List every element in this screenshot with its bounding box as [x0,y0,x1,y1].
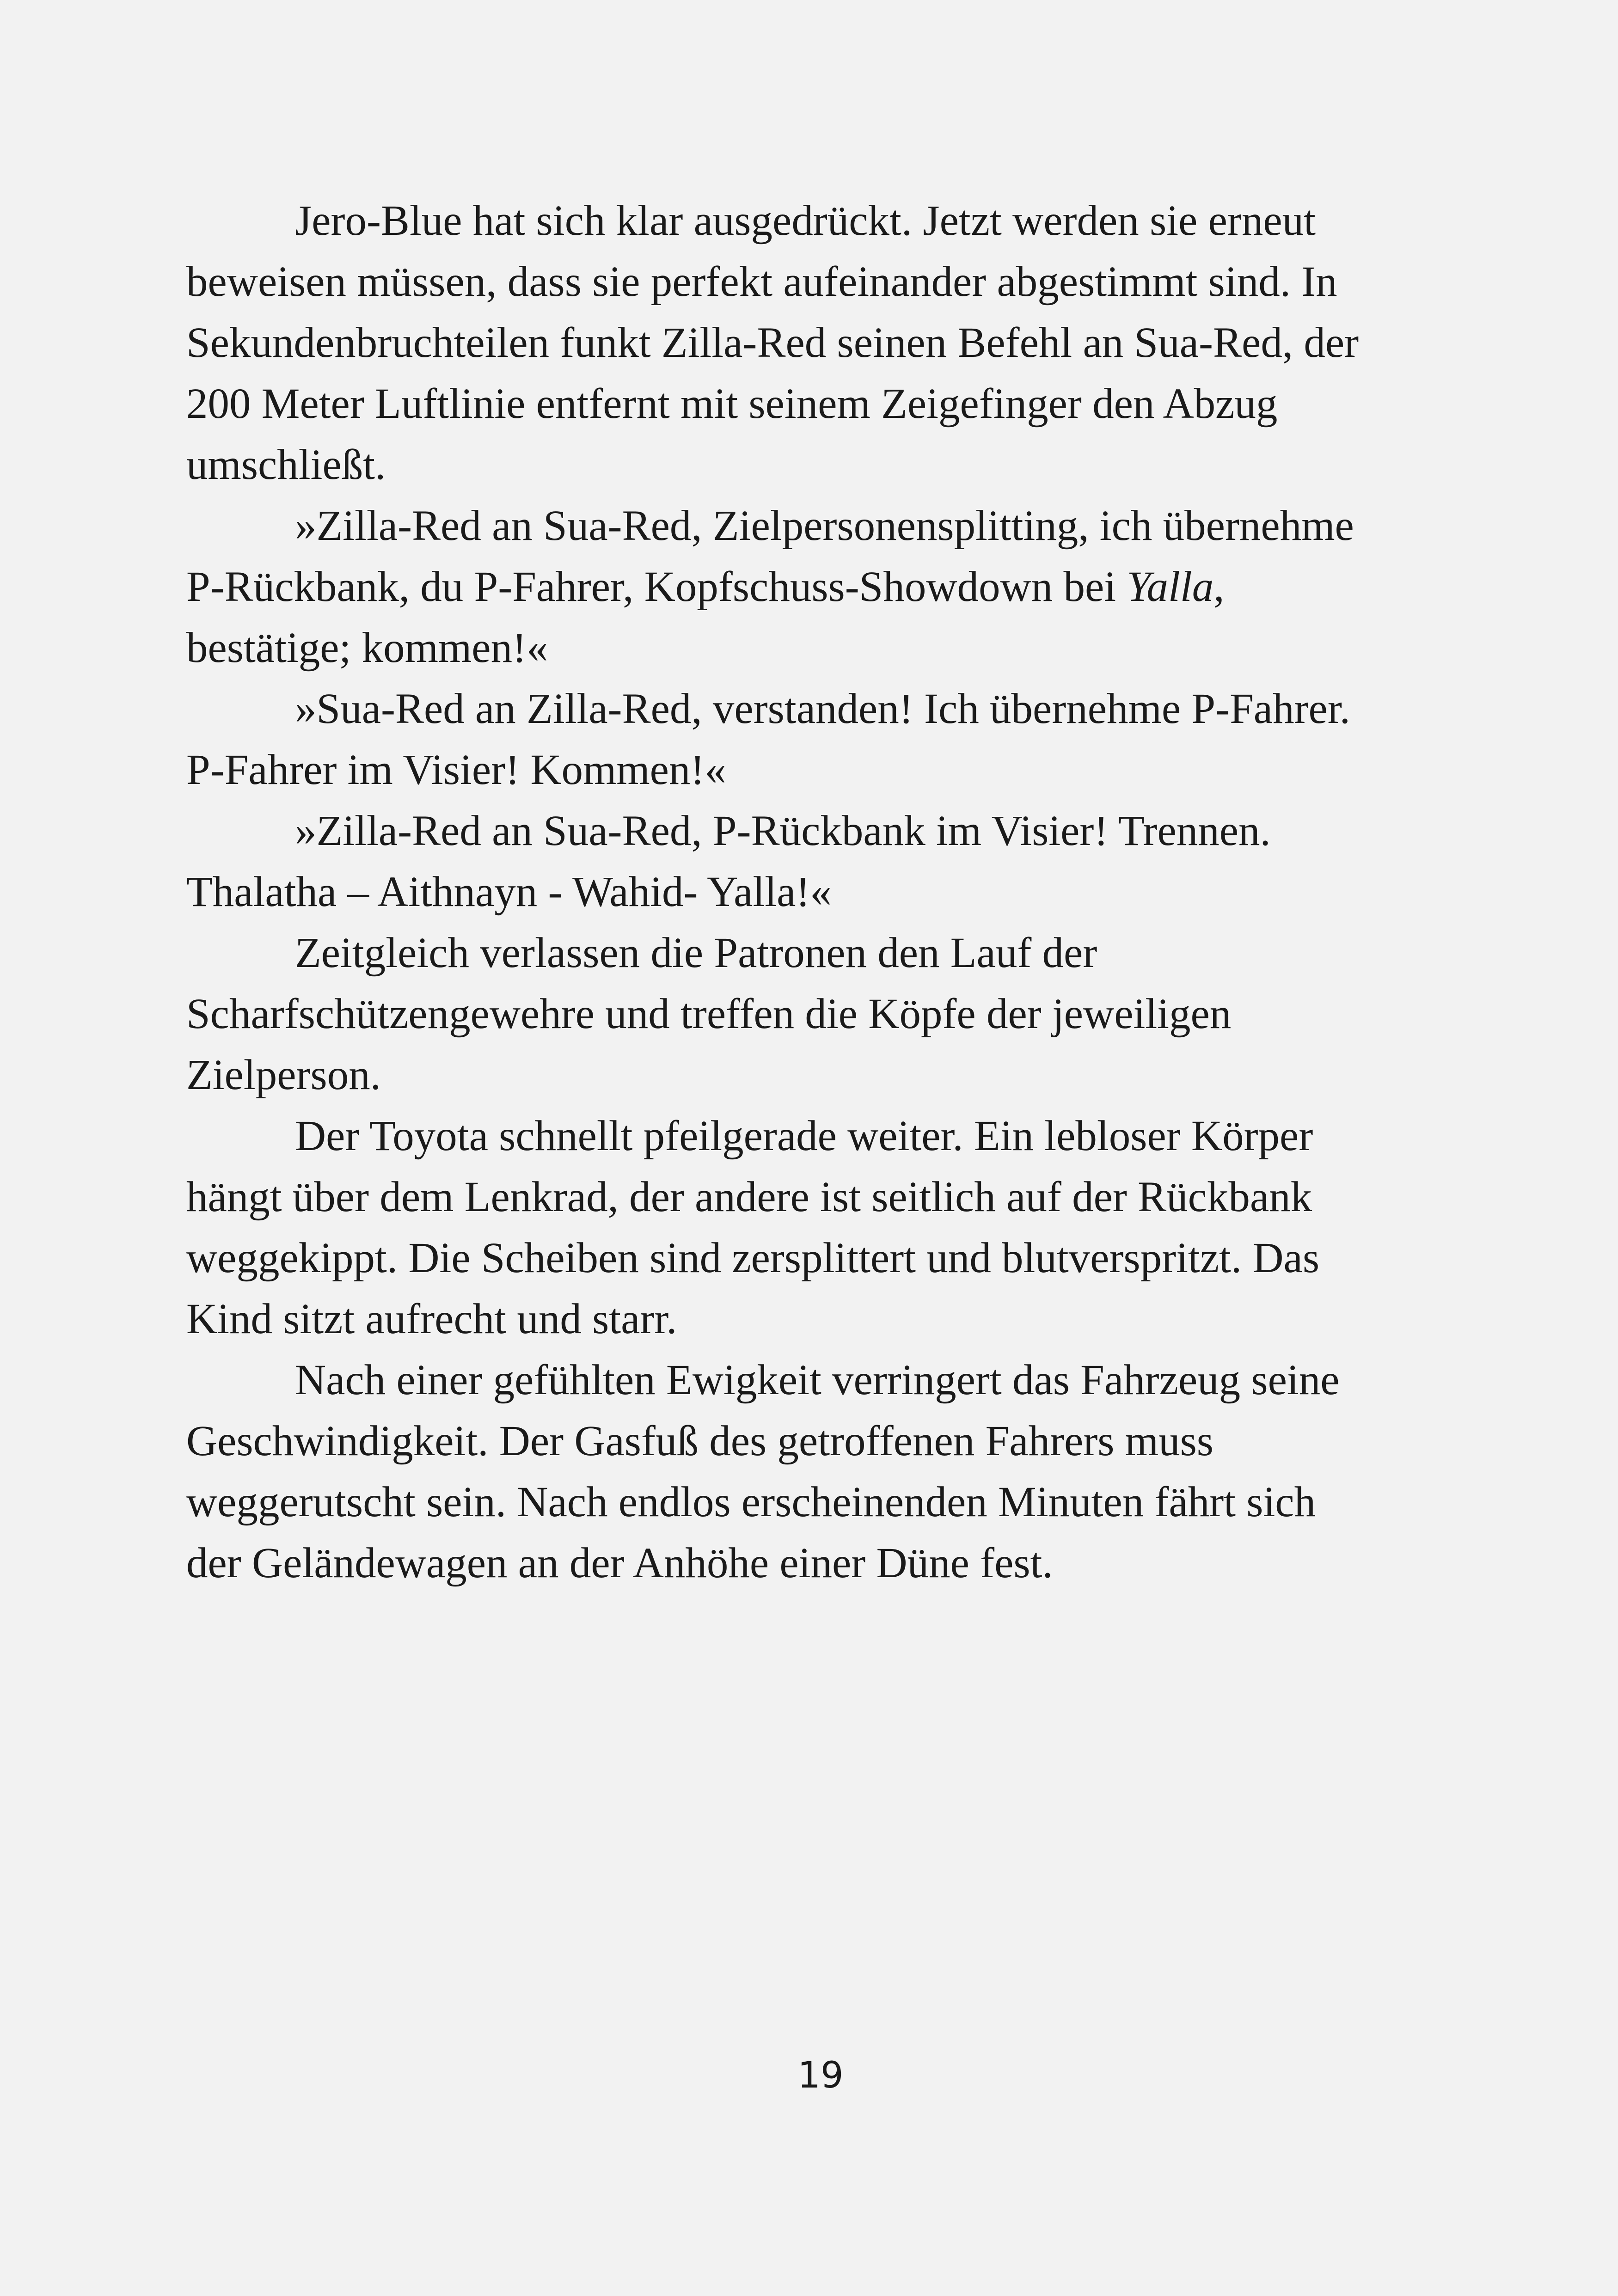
text-line: »Zilla-Red an Sua-Red, Zielpersonensplitting, ich übernehme [295,502,1354,550]
text-line: beweisen müssen, dass sie perfekt aufeinander abgestimmt sind. In [186,258,1337,306]
text-line: weggerutscht sein. Nach endlos erscheinenden Minuten fährt sich [186,1478,1316,1526]
paragraph-4 [186,801,1458,923]
text-line: P-Fahrer im Visier! Kommen!« [186,746,726,794]
text-line: »Zilla-Red an Sua-Red, P-Rückbank im Visier! Trennen. [295,807,1271,855]
text-line: hängt über dem Lenkrad, der andere ist seitlich auf der Rückbank [186,1173,1312,1221]
paragraph-2 [186,496,1458,679]
paragraph-3 [186,679,1458,801]
text-segment: P-Rückbank, du P-Fahrer, Kopfschuss-Showdown bei [186,563,1127,611]
text-line: Scharfschützengewehre und treffen die Köpfe der jeweiligen [186,990,1232,1038]
text-line: Zielperson. [186,1051,381,1099]
paragraph-6 [186,1106,1458,1350]
text-line: »Sua-Red an Zilla-Red, verstanden! Ich übernehme P-Fahrer. [295,685,1350,733]
paragraph-1 [186,190,1458,496]
text-line: Geschwindigkeit. Der Gasfuß des getroffenen Fahrers muss [186,1417,1214,1465]
text-segment: , [1214,563,1225,611]
text-line: Der Toyota schnellt pfeilgerade weiter. Ein lebloser Körper [295,1112,1313,1160]
text-line: Thalatha – Aithnayn - Wahid- Yalla!« [186,868,832,916]
page-number: 19 [797,2055,844,2096]
paragraph-5 [186,923,1458,1106]
text-line: Jero-Blue hat sich klar ausgedrückt. Jetzt werden sie erneut [295,197,1316,245]
text-line: Kind sitzt aufrecht und starr. [186,1295,677,1343]
text-line: weggekippt. Die Scheiben sind zersplittert und blutverspritzt. Das [186,1234,1320,1282]
text-line: bestätige; kommen!« [186,624,548,672]
text-line: Sekundenbruchteilen funkt Zilla-Red seinen Befehl an Sua-Red, der [186,319,1359,367]
paragraph-7 [186,1350,1458,1594]
text-line: der Geländewagen an der Anhöhe einer Düne fest. [186,1539,1053,1587]
page-body [186,190,1458,1594]
text-line: Zeitgleich verlassen die Patronen den Lauf der [295,929,1097,977]
italic-word: Yalla [1127,563,1214,611]
text-line: 200 Meter Luftlinie entfernt mit seinem Zeigefinger den Abzug [186,380,1278,428]
text-line: umschließt. [186,441,386,489]
text-line [186,557,1458,618]
text-line: Nach einer gefühlten Ewigkeit verringert das Fahrzeug seine [295,1356,1340,1404]
